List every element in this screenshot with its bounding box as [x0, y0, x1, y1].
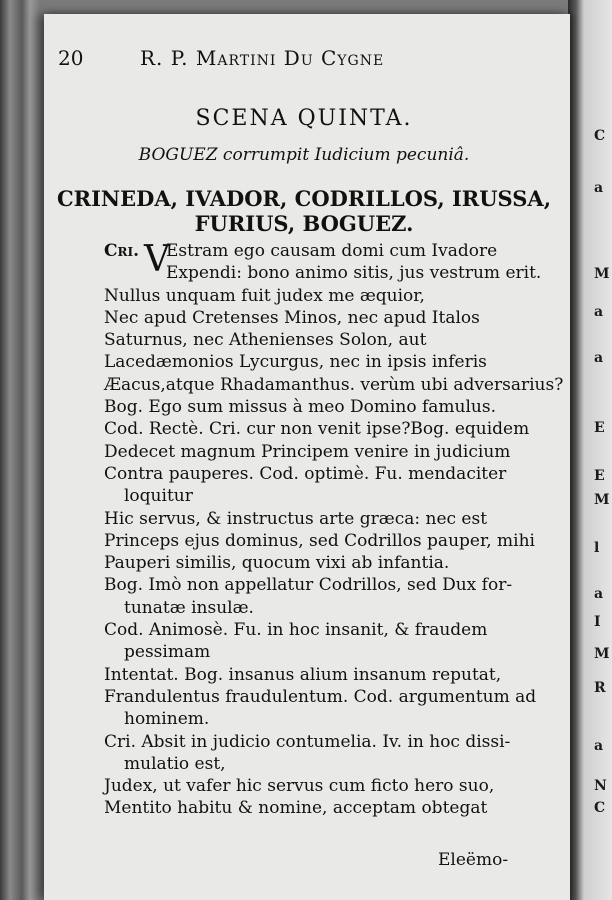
facing-page-fragment: C [594, 800, 606, 816]
dialogue-line: Bog. Ego sum missus à meo Domino famulus. [104, 397, 497, 418]
cast-line: FURIUS, BOGUEZ. [194, 211, 414, 236]
dialogue-line: tunatæ insulæ. [124, 597, 254, 618]
dialogue-line: Dedecet magnum Principem venire in judicium [104, 441, 511, 462]
scene-argument: BOGUEZ corrumpit Iudicium pecuniâ. [138, 145, 470, 165]
dialogue-line: Lacedæmonios Lycurgus, nec in ipsis inferis [104, 352, 487, 373]
facing-page-fragment: a [594, 350, 604, 366]
drop-cap: V [144, 239, 170, 280]
dialogue-line: Hic servus, & instructus arte græca: nec est [104, 508, 488, 529]
facing-page-fragment: a [594, 738, 604, 754]
facing-page-fragment: M [594, 646, 610, 662]
dialogue-line: Contra pauperes. Cod. optimè. Fu. mendaciter [104, 463, 507, 484]
dialogue-line: Cri. Absit in judicio contumelia. Iv. in hoc dissi- [104, 731, 511, 752]
facing-page-fragment: E [594, 420, 605, 436]
facing-page-fragment: l [594, 540, 600, 556]
dialogue-line: Mentito habitu & nomine, acceptam obtegat [104, 798, 488, 819]
cast-line: CRINEDA, IVADOR, CODRILLOS, IRUSSA, [56, 186, 552, 211]
running-title: R. P. Martini Du Cygne [140, 46, 385, 70]
dialogue-line: Nec apud Cretenses Minos, nec apud Italos [104, 307, 480, 328]
facing-page-fragment: a [594, 586, 604, 602]
dialogue-line: Saturnus, nec Athenienses Solon, aut [104, 330, 427, 351]
facing-page-edge [568, 0, 612, 900]
dialogue-body [104, 239, 564, 820]
facing-page-fragment: a [594, 304, 604, 320]
facing-page-fragment: E [594, 468, 605, 484]
dialogue-line: Nullus unquam fuit judex me æquior, [104, 285, 425, 306]
dialogue-line: Cod. Animosè. Fu. in hoc insanit, & fraudem [104, 620, 488, 641]
facing-page-fragment: C [594, 128, 606, 144]
dialogue-line: hominem. [124, 709, 210, 730]
dialogue-line: Æacus,atque Rhadamanthus. verùm ubi adversarius? [104, 374, 564, 395]
page-header [58, 46, 438, 76]
scene-title: SCENA QUINTA. [195, 106, 413, 131]
facing-page-fragment: N [594, 778, 607, 794]
catchword: Eleëmo- [438, 850, 509, 870]
page-number: 20 [58, 46, 84, 70]
dialogue-line: Frandulentus fraudulentum. Cod. argumentum ad [104, 686, 537, 707]
dialogue-line: Intentat. Bog. insanus alium insanum reputat, [104, 664, 502, 685]
dialogue-line: Princeps ejus dominus, sed Codrillos pauper, mihi [104, 530, 535, 551]
dialogue-line: Cod. Rectè. Cri. cur non venit ipse?Bog. equidem [104, 419, 530, 440]
dialogue-line: pessimam [124, 642, 211, 663]
dialogue-line: Bog. Imò non appellatur Codrillos, sed Dux for- [104, 575, 513, 596]
facing-page-fragment: M [594, 266, 610, 282]
dialogue-line: mulatio est, [124, 753, 226, 774]
facing-page-fragment: R [594, 680, 606, 696]
facing-page-fragment: I [594, 614, 601, 630]
dialogue-line: Judex, ut vafer hic servus cum ficto hero suo, [104, 776, 495, 797]
dialogue-line: Estram ego causam domi cum Ivadore [166, 241, 498, 261]
speaker-label: Cri. [104, 241, 140, 261]
dialogue-line: Expendi: bono animo sitis, jus vestrum erit. [166, 263, 542, 284]
cast-list [44, 186, 564, 236]
facing-page-fragment: M [594, 492, 610, 508]
facing-page-fragment: a [594, 180, 604, 196]
dialogue-line: Pauperi similis, quocum vixi ab infantia. [104, 553, 450, 574]
dialogue-line: loquitur [124, 486, 193, 507]
